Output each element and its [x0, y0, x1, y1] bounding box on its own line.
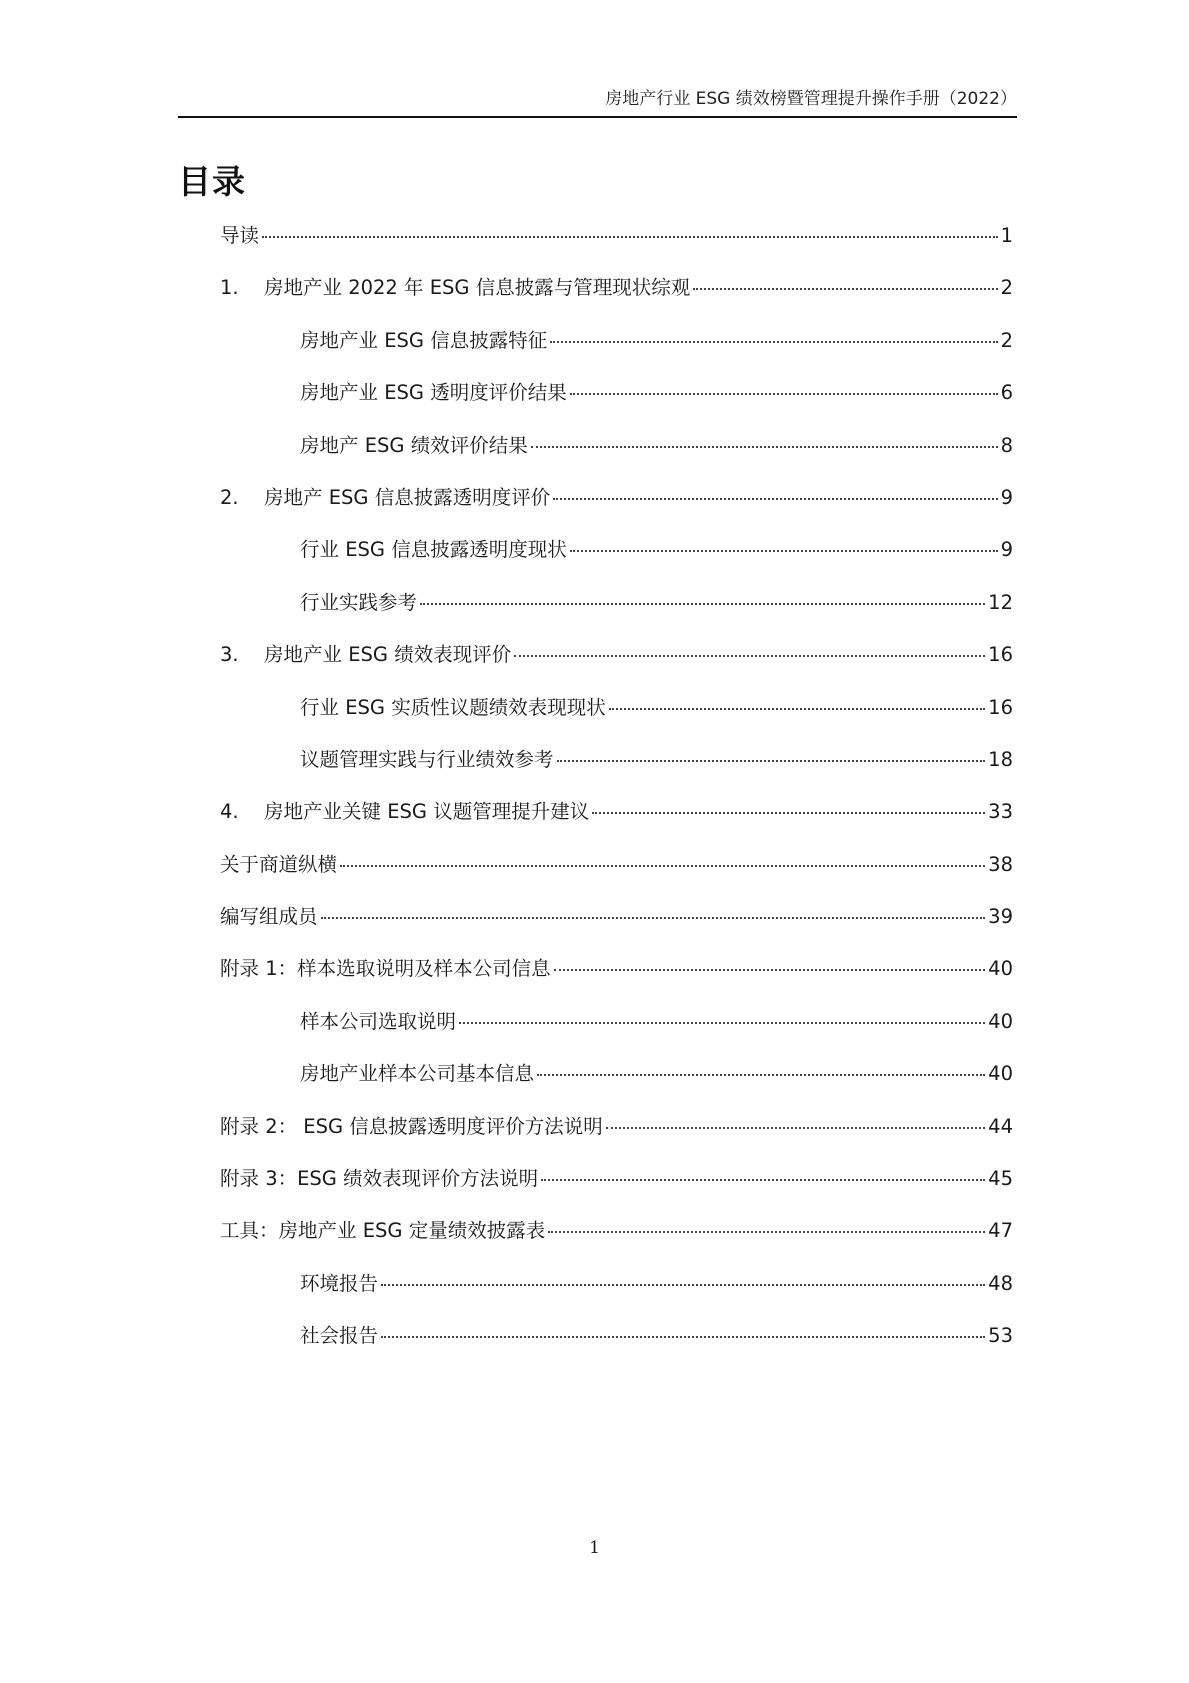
toc-dot-leader	[693, 288, 997, 290]
toc-entry[interactable]	[220, 953, 1013, 1005]
toc-dot-leader	[550, 341, 997, 343]
toc-entry-label: 行业实践参考	[300, 590, 418, 614]
header-divider	[178, 116, 1017, 118]
toc-entry[interactable]	[220, 1215, 1013, 1267]
toc-entry[interactable]	[220, 1163, 1013, 1215]
toc-dot-leader	[531, 446, 998, 448]
toc-dot-leader	[609, 708, 985, 710]
toc-entry-label: 房地产业 2022 年 ESG 信息披露与管理现状综观	[264, 276, 691, 300]
running-header: 房地产行业 ESG 绩效榜暨管理提升操作手册（2022）	[605, 89, 1017, 109]
toc-entry-number: 1.	[220, 276, 239, 300]
toc-entry-label: 编写组成员	[220, 905, 318, 929]
toc-entry[interactable]	[220, 1058, 1013, 1110]
toc-entry-label: 房地产业 ESG 绩效表现评价	[264, 643, 512, 667]
toc-dot-leader	[381, 1336, 985, 1338]
toc-entry-page: 53	[988, 1324, 1013, 1348]
toc-entry-label: 房地产业 ESG 透明度评价结果	[300, 381, 567, 405]
toc-entry-label: 工具：房地产业 ESG 定量绩效披露表	[220, 1219, 546, 1243]
toc-dot-leader	[570, 550, 998, 552]
toc-entry[interactable]	[220, 1111, 1013, 1163]
toc-entry-label: 附录 3：ESG 绩效表现评价方法说明	[220, 1167, 539, 1191]
toc-entry-label: 房地产业样本公司基本信息	[300, 1062, 535, 1086]
toc-entry-label: 附录 1：样本选取说明及样本公司信息	[220, 957, 551, 981]
toc-dot-leader	[592, 812, 985, 814]
toc-entry[interactable]	[220, 272, 1013, 324]
table-of-contents	[220, 220, 1013, 1373]
toc-entry[interactable]	[220, 377, 1013, 429]
toc-entry[interactable]	[220, 1268, 1013, 1320]
toc-entry-page: 47	[988, 1219, 1013, 1243]
toc-dot-leader	[554, 969, 986, 971]
toc-entry[interactable]	[220, 587, 1013, 639]
toc-entry-page: 9	[1000, 485, 1013, 509]
toc-title: 目录	[178, 162, 246, 201]
toc-dot-leader	[537, 1074, 985, 1076]
toc-dot-leader	[420, 603, 985, 605]
toc-entry-page: 1	[1000, 224, 1013, 247]
toc-entry-page: 2	[1000, 328, 1013, 352]
toc-entry-label: 房地产 ESG 信息披露透明度评价	[264, 485, 551, 509]
toc-dot-leader	[557, 760, 986, 762]
toc-dot-leader	[340, 865, 985, 867]
toc-dot-leader	[262, 236, 998, 238]
toc-entry-page: 44	[988, 1114, 1013, 1138]
toc-entry-page: 40	[988, 1009, 1013, 1033]
toc-entry[interactable]	[220, 430, 1013, 482]
toc-entry-label: 房地产业 ESG 信息披露特征	[300, 328, 548, 352]
toc-dot-leader	[553, 498, 997, 500]
toc-entry[interactable]	[220, 220, 1013, 272]
toc-entry[interactable]	[220, 1320, 1013, 1372]
toc-entry[interactable]	[220, 849, 1013, 901]
toc-dot-leader	[459, 1022, 985, 1024]
toc-entry[interactable]	[220, 639, 1013, 691]
page-number: 1	[589, 1538, 600, 1558]
toc-dot-leader	[381, 1284, 985, 1286]
toc-entry-page: 40	[988, 1062, 1013, 1086]
toc-entry-page: 9	[1000, 538, 1013, 562]
toc-entry-page: 12	[988, 590, 1013, 614]
toc-dot-leader	[548, 1231, 985, 1233]
toc-entry-page: 38	[988, 852, 1013, 876]
toc-dot-leader	[321, 917, 986, 919]
toc-entry-page: 48	[988, 1271, 1013, 1295]
toc-entry-label: 环境报告	[300, 1271, 379, 1295]
toc-entry[interactable]	[220, 534, 1013, 586]
toc-entry-number: 2.	[220, 485, 239, 509]
toc-entry-page: 40	[988, 957, 1013, 981]
toc-entry-label: 附录 2： ESG 信息披露透明度评价方法说明	[220, 1114, 603, 1138]
toc-entry[interactable]	[220, 796, 1013, 848]
toc-entry-page: 16	[988, 695, 1013, 719]
toc-entry[interactable]	[220, 692, 1013, 744]
toc-entry-label: 关于商道纵横	[220, 852, 338, 876]
toc-entry-page: 18	[988, 747, 1013, 771]
toc-entry[interactable]	[220, 325, 1013, 377]
toc-entry-number: 3.	[220, 643, 239, 667]
toc-entry[interactable]	[220, 744, 1013, 796]
toc-entry[interactable]	[220, 482, 1013, 534]
toc-entry-label: 行业 ESG 实质性议题绩效表现现状	[300, 695, 606, 719]
toc-entry-label: 导读	[220, 224, 260, 247]
toc-dot-leader	[514, 655, 985, 657]
toc-entry-number: 4.	[220, 800, 239, 824]
toc-entry-page: 39	[988, 905, 1013, 929]
toc-entry[interactable]	[220, 901, 1013, 953]
toc-entry-label: 房地产业关键 ESG 议题管理提升建议	[264, 800, 590, 824]
toc-entry-page: 6	[1000, 381, 1013, 405]
toc-entry-label: 议题管理实践与行业绩效参考	[300, 747, 554, 771]
toc-dot-leader	[570, 393, 998, 395]
toc-entry[interactable]	[220, 1006, 1013, 1058]
toc-entry-label: 社会报告	[300, 1324, 379, 1348]
toc-entry-page: 33	[988, 800, 1013, 824]
toc-dot-leader	[606, 1127, 985, 1129]
toc-dot-leader	[541, 1179, 985, 1181]
toc-entry-label: 房地产 ESG 绩效评价结果	[300, 433, 528, 457]
toc-entry-page: 2	[1000, 276, 1013, 300]
toc-entry-page: 45	[988, 1167, 1013, 1191]
toc-entry-page: 16	[988, 643, 1013, 667]
toc-entry-page: 8	[1000, 433, 1013, 457]
toc-entry-label: 行业 ESG 信息披露透明度现状	[300, 538, 567, 562]
toc-entry-label: 样本公司选取说明	[300, 1009, 457, 1033]
